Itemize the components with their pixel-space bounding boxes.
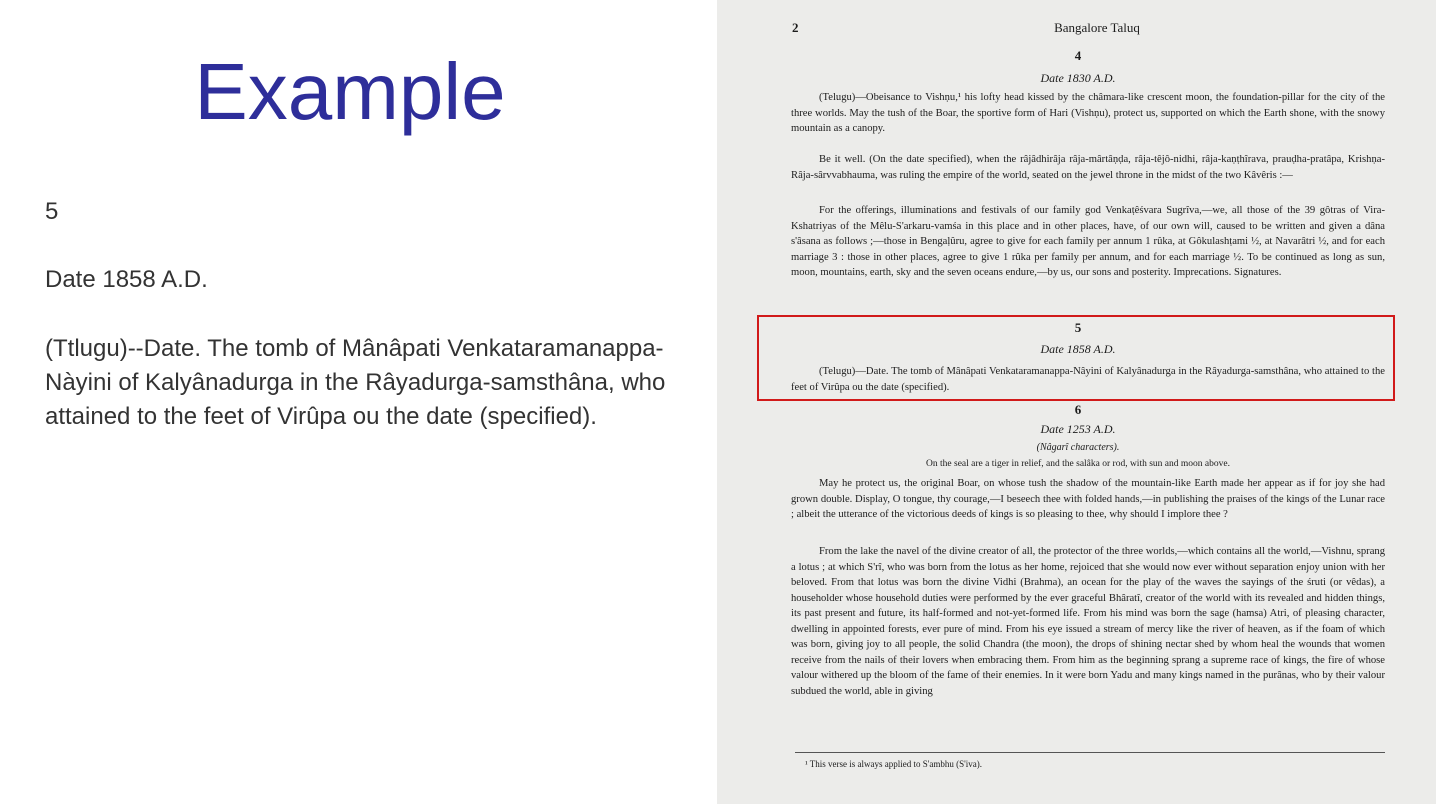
- slide-panel: [0, 0, 717, 804]
- section-number: 4: [1074, 48, 1082, 63]
- section-number: 6: [1074, 402, 1082, 417]
- entry-number: 5: [45, 198, 59, 225]
- entry-translation: (Ttlugu)--Date. The tomb of Mânâpati Venkataramanappa-Nàyini of Kalyânadurga in the Râyadurga-samsthâna, who attained to the feet of Virûpa ou the date (specified).: [45, 335, 666, 430]
- slide-title: Example: [194, 47, 506, 136]
- highlight-box: [757, 315, 1395, 401]
- footnote: ¹ This verse is always applied to S'ambhu (S'iva).: [805, 759, 982, 769]
- footnote-divider: [795, 752, 1385, 753]
- section-number: 5: [1074, 320, 1082, 335]
- section-date: Date 1253 A.D.: [1040, 422, 1116, 436]
- section-paragraph: For the offerings, illuminations and festivals of our family god Venkaṭêśvara Sugrîva,—we, all those of the 39 gôtras of Vira-Kshatriyas of the Mêlu-S'arkaru-vamśa in this place and in other places, have, of our own will, caused to be written and given a dâna s'âsana as follows ;—those in Bengaḷûru, agree to give for each family per annum 1 rûka, at Gôkulashṭami ½, at Navarâtri ½, and for each marriage 3 : those in other places, agree to give 1 rûka per family per annum, and for each marriage ½. To be continued as long as sun, moon, mountains, earth, sky and the seven oceans endure,—by us, our sons and posterity. Imprecations. Signatures.: [791, 205, 1385, 278]
- page-number: 2: [792, 20, 799, 35]
- section-paragraph: (Telugu)—Obeisance to Vishṇu,¹ his lofty head kissed by the châmara-like crescent moon, the foundation-pillar for the city of the three worlds. May the tush of the Boar, the sportive form of Hari (Vishṇu), protect us, supported on which the Earth shone, with the snowy mountain as a canopy.: [791, 92, 1385, 134]
- section-paragraph: (Telugu)—Date. The tomb of Mânâpati Venkataramanappa-Nâyini of Kalyânadurga in the Râyadurga-samsthâna, who attained to the feet of Virûpa ou the date (specified).: [791, 366, 1385, 393]
- section-paragraph: From the lake the navel of the divine creator of all, the protector of the three worlds,—which contains all the world,—Vishnu, sprang a lotus ; at which S'rî, who was born from the lotus as her home, rejoiced that she would now ever without separation enjoy union with her beloved. From that lotus was born the divine Vidhi (Brahma), an ocean for the play of the waves the sayings of the śruti (or vêdas), a householder whose household duties were performed by the ever graceful Bhâratî, creator of the world with its revealed and hidden things, its past present and future, its half-formed and not-yet-formed life. From his mind was born the sage (hamsa) Atri, of pleasing character, dwelling in appointed forests, ever pure of mind. From his eye issued a stream of mercy like the river of heaven, as if the foam of which was born, giving joy to all people, the solid Chandra (the moon), the drops of shining nectar shed by whom heal the wounds that women receive from the nails of their lovers when embracing them. From him as the beginning sprang a supreme race of kings, the fire of whose valour withered up the bloom of the fame of their enemies. In it were born Yadu and many kings named in the purânas, who by their valour subdued the world, able in giving: [791, 546, 1385, 697]
- section-date: Date 1858 A.D.: [1040, 342, 1116, 356]
- seal-note: On the seal are a tiger in relief, and the salâka or rod, with sun and moon above.: [926, 459, 1230, 469]
- section-paragraph: Be it well. (On the date specified), when the râjâdhirâja râja-mârtâṇḍa, râja-têjô-nidhi, râja-kaṇṭhîrava, prauḍha-pratâpa, Krishṇa-Râja-sârvvabhauma, was ruling the empire of the world, seated on the jewel throne in the midst of the two Kâvêris :—: [791, 154, 1385, 181]
- scanned-page: [717, 0, 1436, 804]
- section-subtitle: (Nâgarî characters).: [1036, 442, 1120, 453]
- section-date: Date 1830 A.D.: [1040, 71, 1116, 85]
- running-head: Bangalore Taluq: [1054, 20, 1140, 35]
- entry-date: Date 1858 A.D.: [45, 266, 208, 293]
- section-paragraph: May he protect us, the original Boar, on whose tush the shadow of the mountain-like Earth made her appear as if for joy she had grown double. Display, O tongue, thy courage,—I beseech thee with folded hands,—in publishing the praises of the kings of the Lunar race ; albeit the utterance of the victorious deeds of kings is so pleasing to thee, why should I implore thee ?: [791, 478, 1385, 520]
